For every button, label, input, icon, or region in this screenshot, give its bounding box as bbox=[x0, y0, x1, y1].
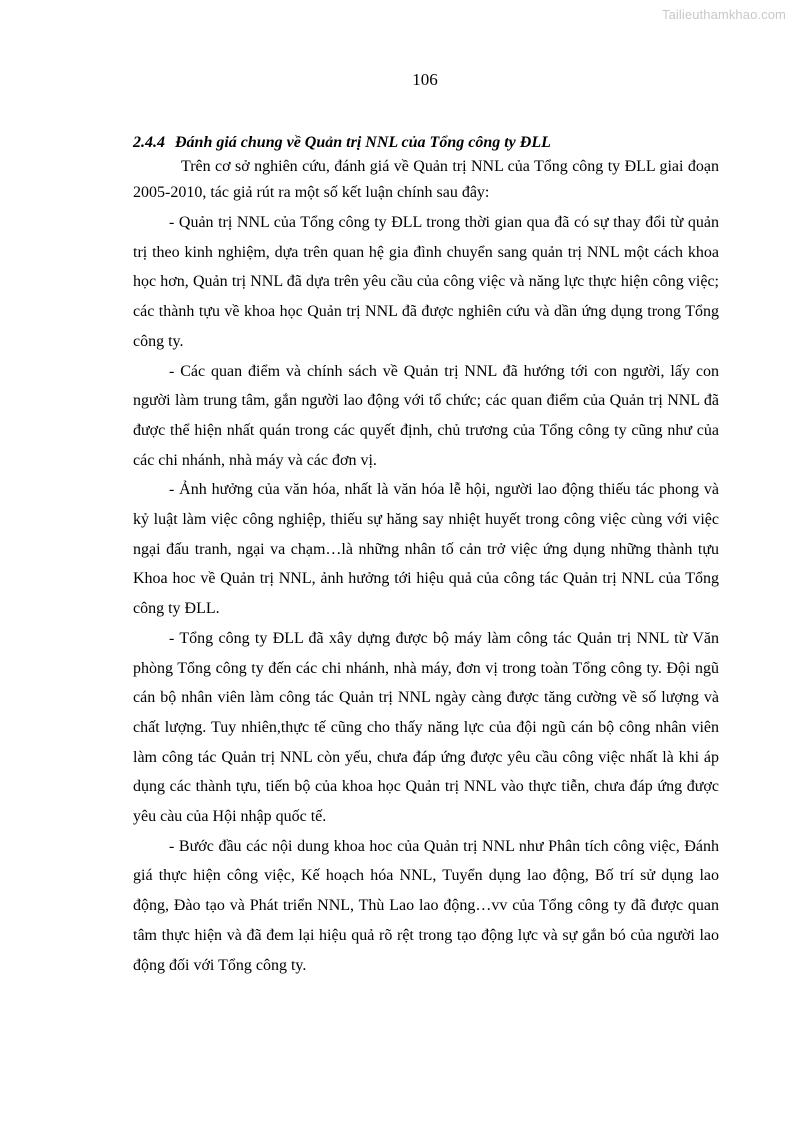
section-number: 2.4.4 bbox=[133, 134, 165, 151]
paragraph: - Quản trị NNL của Tổng công ty ĐLL trong thời gian qua đã có sự thay đổi từ quản trị theo kinh nghiệm, dựa trên quan hệ gia đình chuyển sang quản trị NNL một cách khoa học hơn, Quản trị NNL đã dựa trên yêu cầu của công việc và năng lực thực hiện công việc; các thành tựu về khoa học Quản trị NNL đã được nghiên cứu và dần ứng dụng trong Tổng công ty. bbox=[133, 214, 719, 350]
document-body bbox=[133, 132, 719, 980]
section-title: Đánh giá chung về Quản trị NNL của Tổng công ty ĐLL bbox=[175, 134, 551, 151]
watermark: Tailieuthamkhao.com bbox=[661, 7, 786, 22]
paragraph: - Ảnh hưởng của văn hóa, nhất là văn hóa lễ hội, người lao động thiếu tác phong và kỷ luật làm việc công nghiệp, thiếu sự hăng say nhiệt huyết trong công việc cùng với việc ngại đấu tranh, ngại va chạm…là những nhân tố cản trở việc ứng dụng những thành tựu Khoa hoc về Quản trị NNL, ảnh hưởng tới hiệu quả của công tác Quản trị NNL của Tổng công ty ĐLL. bbox=[133, 481, 719, 618]
page-number: 106 bbox=[412, 70, 438, 89]
paragraph: - Các quan điểm và chính sách về Quản trị NNL đã hướng tới con người, lấy con người làm trung tâm, gắn người lao động với tổ chức; các quan điểm của Quản trị NNL đã được thể hiện nhất quán trong các quyết định, chủ trương của Tổng công ty cũng như của các chi nhánh, nhà máy và các đơn vị. bbox=[133, 362, 719, 469]
section-heading bbox=[133, 132, 719, 154]
intro-paragraph: Trên cơ sở nghiên cứu, đánh giá về Quản trị NNL của Tổng công ty ĐLL giai đoạn 2005-2010, tác giả rút ra một số kết luận chính sau đây: bbox=[133, 158, 719, 201]
paragraph: - Bước đầu các nội dung khoa hoc của Quản trị NNL như Phân tích công việc, Đánh giá thực hiện công việc, Kế hoạch hóa NNL, Tuyển dụng lao động, Bố trí sử dụng lao động, Đào tạo và Phát triển NNL, Thù Lao lao động…vv của Tổng công ty đã được quan tâm thực hiện và đã đem lại hiệu quả rõ rệt trong tạo động lực và sự gắn bó của người lao động đối với Tổng công ty. bbox=[133, 837, 719, 974]
paragraph: - Tổng công ty ĐLL đã xây dựng được bộ máy làm công tác Quản trị NNL từ Văn phòng Tổng công ty đến các chi nhánh, nhà máy, đơn vị trong toàn Tổng công ty. Đội ngũ cán bộ nhân viên làm công tác Quản trị NNL ngày càng được tăng cường về số lượng và chất lượng. Tuy nhiên,thực tế cũng cho thấy năng lực của đội ngũ cán bộ công nhân viên làm công tác Quản trị NNL còn yếu, chưa đáp ứng được yêu cầu công việc nhất là khi áp dụng các thành tựu, tiến bộ của khoa học Quản trị NNL vào thực tiễn, chưa đáp ứng được yêu càu của Hội nhập quốc tế. bbox=[133, 629, 719, 826]
